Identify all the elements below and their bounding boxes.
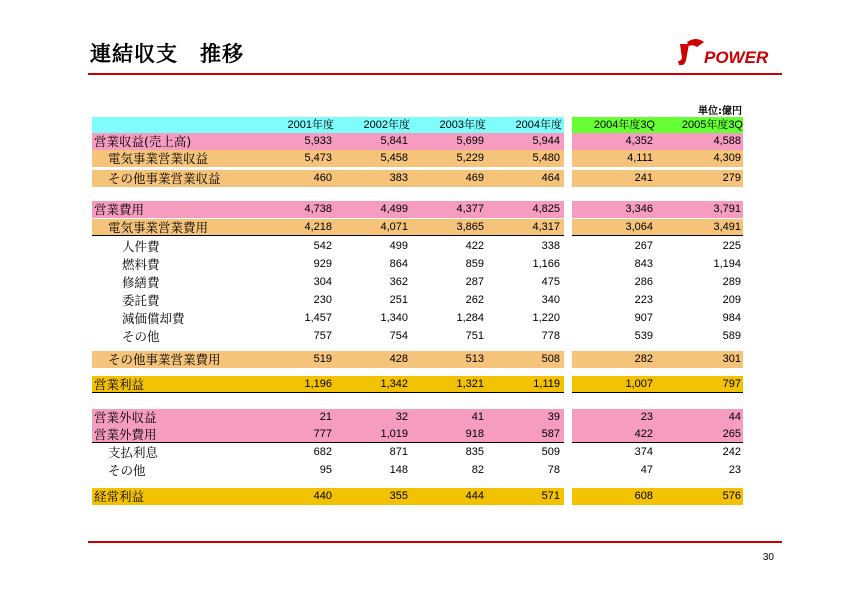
cell-value: 1,019 bbox=[380, 428, 408, 440]
table-row bbox=[92, 238, 743, 255]
cell-value: 871 bbox=[389, 446, 408, 458]
cell-value: 4,317 bbox=[532, 221, 560, 233]
cell-value: 5,480 bbox=[532, 152, 560, 164]
row-label: 人件費 bbox=[122, 239, 160, 254]
cell-value: 241 bbox=[634, 172, 653, 184]
cell-value: 4,738 bbox=[304, 203, 332, 215]
cell-value: 1,196 bbox=[304, 378, 332, 390]
column-header: 2003年度 bbox=[439, 119, 486, 131]
table-row bbox=[92, 150, 743, 167]
row-label: 電気事業営業収益 bbox=[108, 151, 209, 166]
cell-value: 513 bbox=[465, 353, 484, 365]
jpower-logo bbox=[676, 38, 786, 70]
cell-value: 4,071 bbox=[380, 221, 408, 233]
cell-value: 499 bbox=[389, 240, 408, 252]
table-row bbox=[92, 376, 743, 393]
cell-value: 835 bbox=[465, 446, 484, 458]
row-label: 営業利益 bbox=[94, 377, 145, 392]
cell-value: 428 bbox=[389, 353, 408, 365]
cell-value: 475 bbox=[541, 276, 560, 288]
cell-value: 778 bbox=[541, 330, 560, 342]
cell-value: 286 bbox=[634, 276, 653, 288]
cell-value: 859 bbox=[465, 258, 484, 270]
row-label: その他 bbox=[122, 329, 160, 344]
cell-value: 4,588 bbox=[713, 135, 741, 147]
cell-value: 589 bbox=[722, 330, 741, 342]
header-rule bbox=[88, 73, 782, 75]
cell-value: 262 bbox=[465, 294, 484, 306]
cell-value: 1,007 bbox=[625, 378, 653, 390]
page-number: 30 bbox=[762, 552, 774, 563]
cell-value: 907 bbox=[634, 312, 653, 324]
table-row bbox=[92, 219, 743, 236]
cell-value: 4,825 bbox=[532, 203, 560, 215]
table-row bbox=[92, 274, 743, 291]
row-label: 営業収益(売上高) bbox=[94, 134, 192, 149]
cell-value: 5,229 bbox=[456, 152, 484, 164]
cell-value: 519 bbox=[313, 353, 332, 365]
cell-value: 864 bbox=[389, 258, 408, 270]
cell-value: 5,944 bbox=[532, 135, 560, 147]
row-label: 電気事業営業費用 bbox=[108, 220, 209, 235]
cell-value: 223 bbox=[634, 294, 653, 306]
cell-value: 355 bbox=[389, 490, 408, 502]
cell-value: 422 bbox=[465, 240, 484, 252]
cell-value: 469 bbox=[465, 172, 484, 184]
cell-value: 3,064 bbox=[625, 221, 653, 233]
cell-value: 1,457 bbox=[304, 312, 332, 324]
cell-value: 265 bbox=[722, 428, 741, 440]
cell-value: 21 bbox=[319, 411, 332, 423]
cell-value: 23 bbox=[640, 411, 653, 423]
cell-value: 267 bbox=[634, 240, 653, 252]
cell-value: 340 bbox=[541, 294, 560, 306]
row-label: 営業費用 bbox=[94, 202, 145, 217]
table-header-row bbox=[92, 117, 743, 134]
row-label: その他事業営業収益 bbox=[108, 171, 221, 186]
cell-value: 539 bbox=[634, 330, 653, 342]
cell-value: 608 bbox=[634, 490, 653, 502]
cell-value: 225 bbox=[722, 240, 741, 252]
cell-value: 287 bbox=[465, 276, 484, 288]
cell-value: 929 bbox=[313, 258, 332, 270]
cell-value: 571 bbox=[541, 490, 560, 502]
cell-value: 5,841 bbox=[380, 135, 408, 147]
cell-value: 338 bbox=[541, 240, 560, 252]
cell-value: 82 bbox=[471, 464, 484, 476]
cell-value: 32 bbox=[395, 411, 408, 423]
cell-value: 41 bbox=[471, 411, 484, 423]
cell-value: 383 bbox=[389, 172, 408, 184]
logo-text: POWER bbox=[704, 48, 769, 67]
column-header: 2004年度3Q bbox=[593, 119, 655, 131]
cell-value: 4,499 bbox=[380, 203, 408, 215]
cell-value: 5,699 bbox=[456, 135, 484, 147]
cell-value: 1,220 bbox=[532, 312, 560, 324]
cell-value: 1,119 bbox=[533, 378, 560, 390]
cell-value: 4,218 bbox=[304, 221, 332, 233]
cell-value: 3,865 bbox=[456, 221, 484, 233]
cell-value: 508 bbox=[541, 353, 560, 365]
cell-value: 1,284 bbox=[456, 312, 484, 324]
cell-value: 4,309 bbox=[713, 152, 741, 164]
table-row bbox=[92, 170, 743, 187]
footer-rule bbox=[88, 541, 782, 543]
table-row bbox=[92, 444, 743, 461]
cell-value: 4,377 bbox=[456, 203, 484, 215]
cell-value: 777 bbox=[313, 428, 332, 440]
table-row bbox=[92, 462, 743, 479]
cell-value: 39 bbox=[547, 411, 560, 423]
cell-value: 3,491 bbox=[713, 221, 741, 233]
cell-value: 44 bbox=[728, 411, 741, 423]
cell-value: 754 bbox=[389, 330, 408, 342]
table-row bbox=[92, 351, 743, 368]
column-header: 2004年度 bbox=[515, 119, 562, 131]
cell-value: 5,933 bbox=[304, 135, 332, 147]
column-header: 2005年度3Q bbox=[681, 119, 743, 131]
cell-value: 422 bbox=[634, 428, 653, 440]
table-row bbox=[92, 488, 743, 505]
row-label: 減価償却費 bbox=[122, 311, 185, 326]
cell-value: 751 bbox=[465, 330, 484, 342]
row-label: 営業外費用 bbox=[94, 427, 157, 442]
unit-label: 単位:億円 bbox=[698, 106, 742, 117]
cell-value: 576 bbox=[722, 490, 741, 502]
cell-value: 440 bbox=[313, 490, 332, 502]
cell-value: 757 bbox=[313, 330, 332, 342]
cell-value: 1,340 bbox=[380, 312, 408, 324]
row-label: 営業外収益 bbox=[94, 410, 157, 425]
row-label: 修繕費 bbox=[122, 275, 160, 290]
cell-value: 5,458 bbox=[380, 152, 408, 164]
cell-value: 5,473 bbox=[304, 152, 332, 164]
cell-value: 47 bbox=[640, 464, 653, 476]
row-label: 経常利益 bbox=[94, 489, 145, 504]
row-label: 委託費 bbox=[122, 293, 160, 308]
row-label: 燃料費 bbox=[122, 257, 160, 272]
cell-value: 1,194 bbox=[713, 258, 741, 270]
cell-value: 587 bbox=[541, 428, 560, 440]
cell-value: 289 bbox=[722, 276, 741, 288]
cell-value: 1,342 bbox=[380, 378, 408, 390]
table-row bbox=[92, 292, 743, 309]
cell-value: 23 bbox=[728, 464, 741, 476]
table-row bbox=[92, 133, 743, 150]
row-label: 支払利息 bbox=[108, 445, 159, 460]
cell-value: 4,352 bbox=[625, 135, 653, 147]
cell-value: 78 bbox=[547, 464, 560, 476]
page-title: 連結収支 推移 bbox=[90, 42, 244, 66]
table-row bbox=[92, 256, 743, 273]
cell-value: 4,111 bbox=[627, 152, 653, 164]
cell-value: 843 bbox=[634, 258, 653, 270]
row-label: その他 bbox=[108, 463, 146, 478]
cell-value: 682 bbox=[313, 446, 332, 458]
cell-value: 242 bbox=[722, 446, 741, 458]
table-row bbox=[92, 328, 743, 345]
cell-value: 148 bbox=[389, 464, 408, 476]
cell-value: 1,166 bbox=[532, 258, 560, 270]
cell-value: 464 bbox=[541, 172, 560, 184]
cell-value: 1,321 bbox=[456, 378, 484, 390]
cell-value: 797 bbox=[722, 378, 741, 390]
cell-value: 279 bbox=[722, 172, 741, 184]
cell-value: 509 bbox=[541, 446, 560, 458]
cell-value: 374 bbox=[634, 446, 653, 458]
table-row bbox=[92, 310, 743, 327]
cell-value: 282 bbox=[634, 353, 653, 365]
cell-value: 3,346 bbox=[625, 203, 653, 215]
cell-value: 301 bbox=[722, 353, 741, 365]
cell-value: 230 bbox=[313, 294, 332, 306]
cell-value: 362 bbox=[389, 276, 408, 288]
column-header: 2002年度 bbox=[363, 119, 410, 131]
cell-value: 984 bbox=[722, 312, 741, 324]
cell-value: 444 bbox=[465, 490, 484, 502]
cell-value: 95 bbox=[319, 464, 332, 476]
cell-value: 209 bbox=[722, 294, 741, 306]
cell-value: 304 bbox=[313, 276, 332, 288]
row-label: その他事業営業費用 bbox=[108, 352, 221, 367]
cell-value: 918 bbox=[465, 428, 484, 440]
table-row bbox=[92, 426, 743, 443]
cell-value: 460 bbox=[313, 172, 332, 184]
cell-value: 542 bbox=[313, 240, 332, 252]
table-row bbox=[92, 201, 743, 218]
cell-value: 251 bbox=[389, 294, 408, 306]
cell-value: 3,791 bbox=[713, 203, 741, 215]
table-row bbox=[92, 409, 743, 426]
column-header: 2001年度 bbox=[287, 119, 334, 131]
